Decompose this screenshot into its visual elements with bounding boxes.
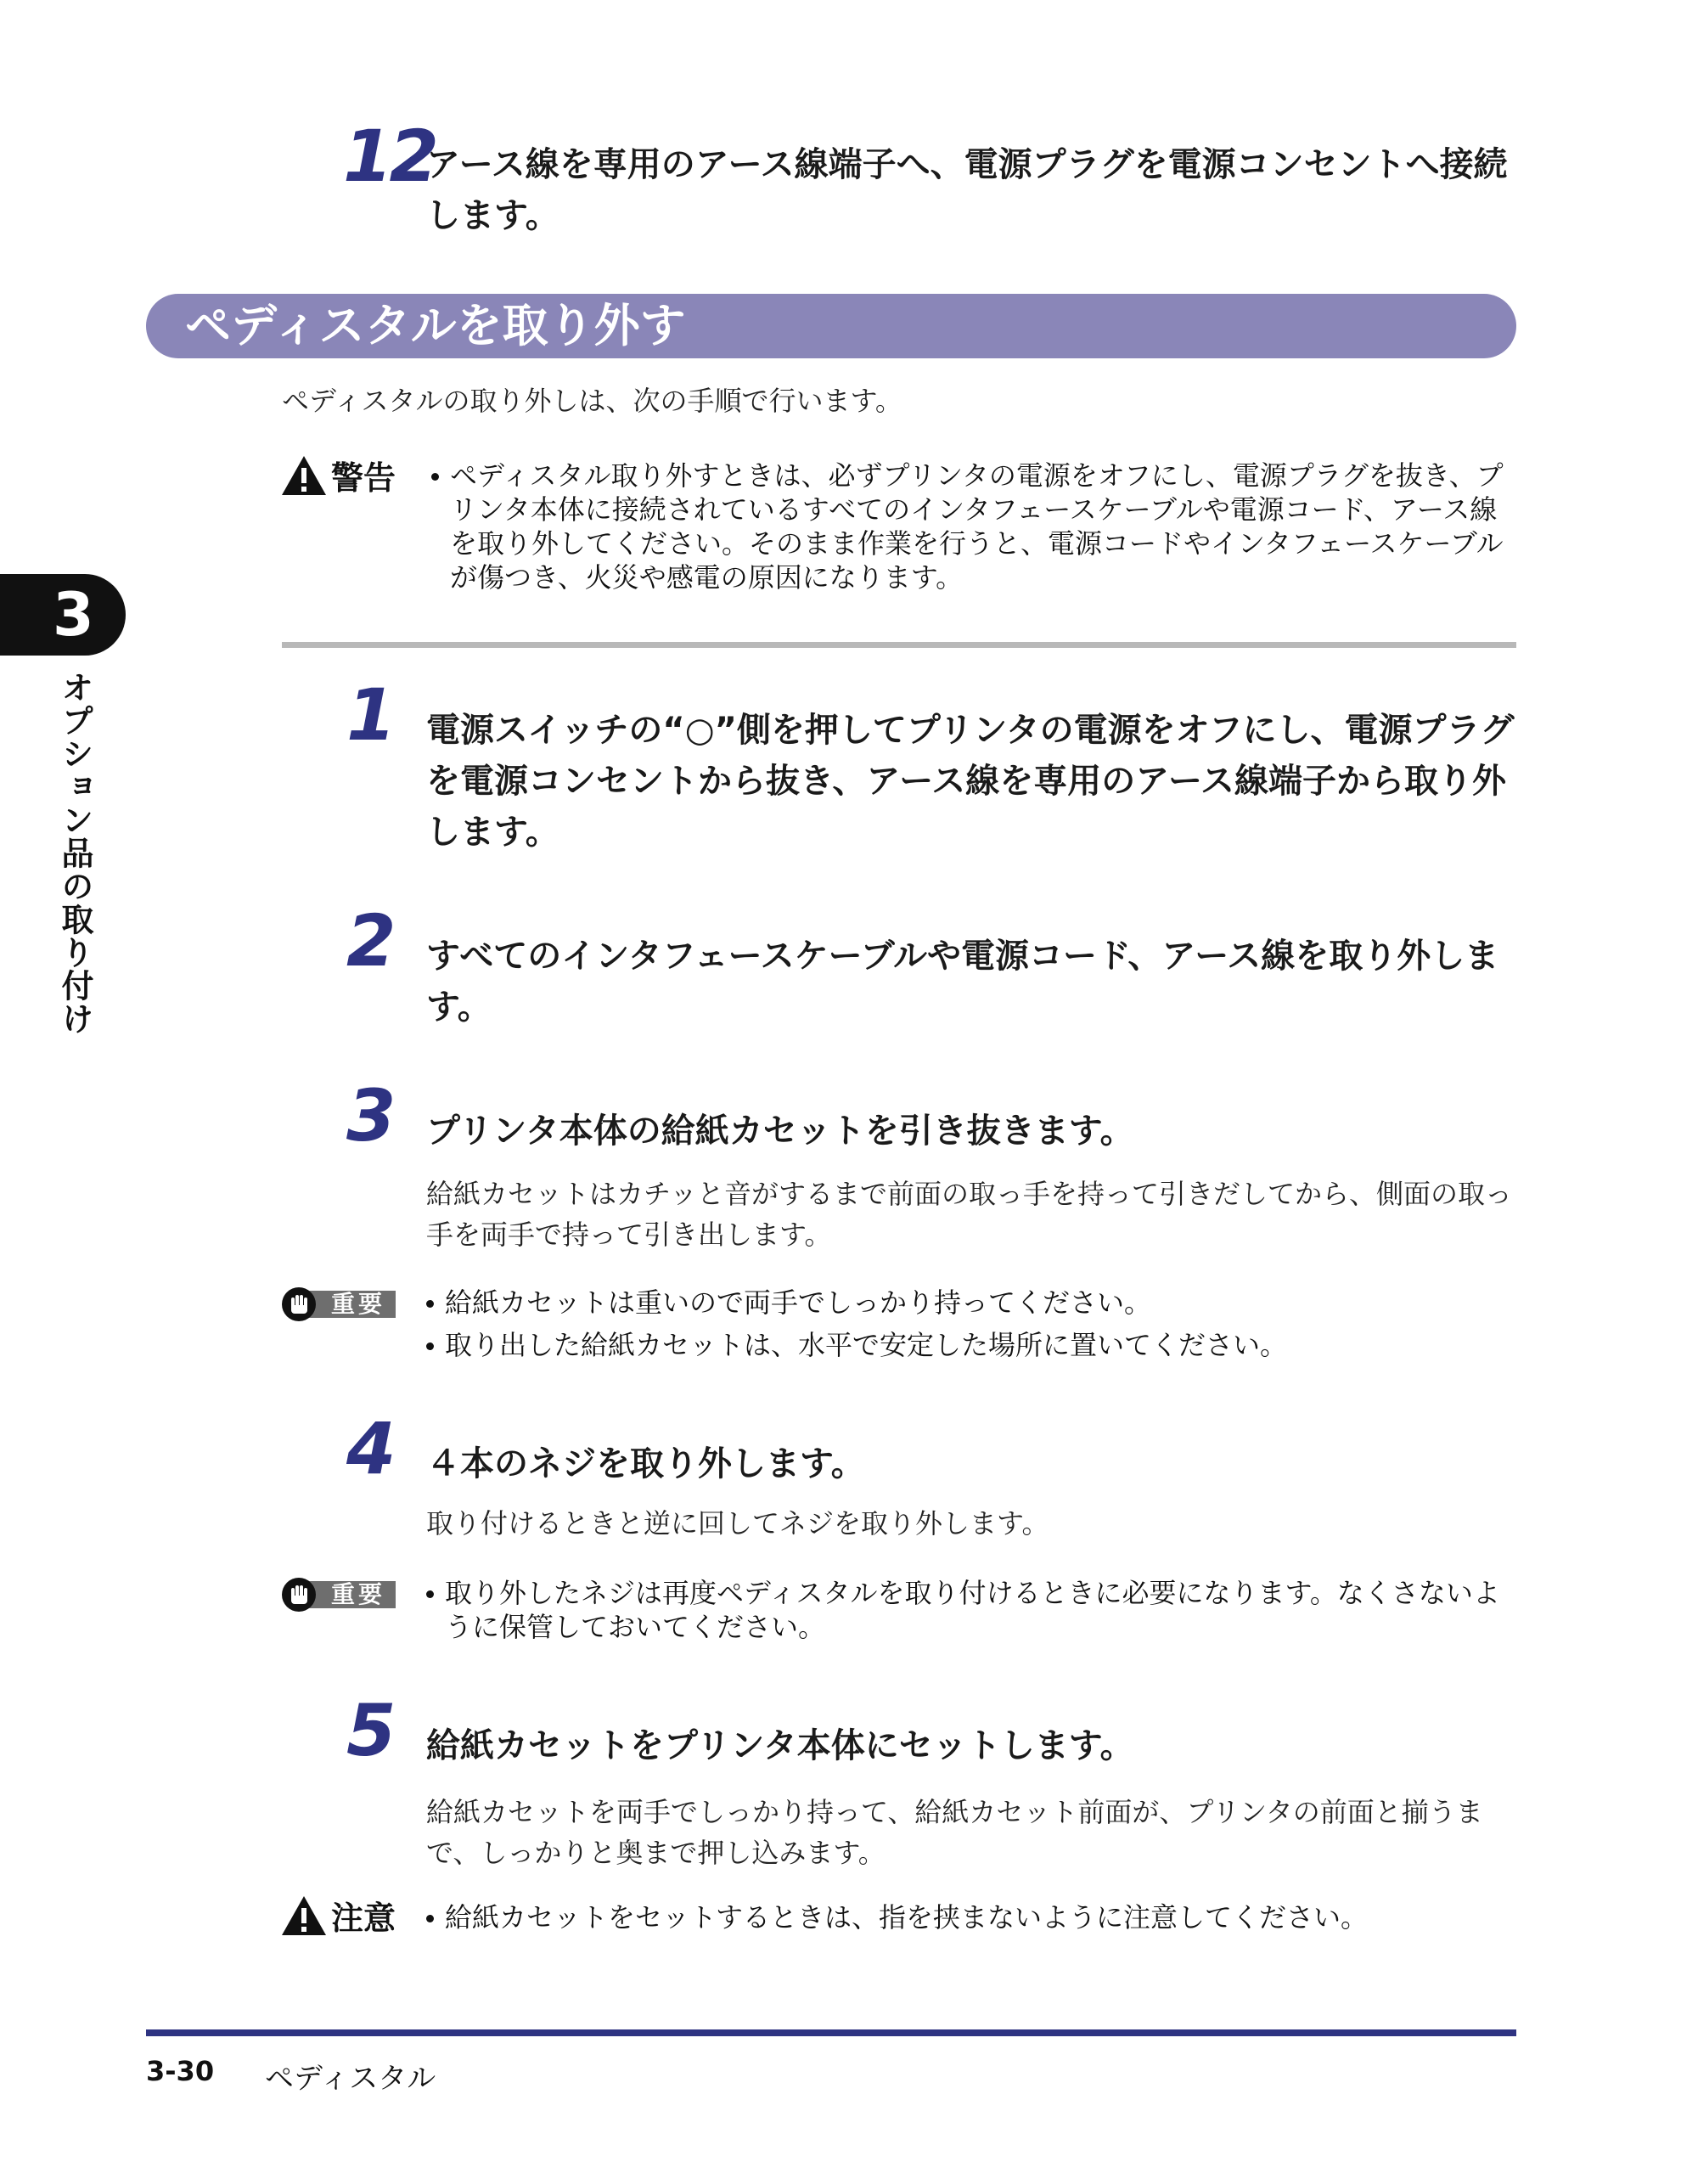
important-label: 重要: [297, 1581, 396, 1608]
step-title-4: ４本のネジを取り外します。: [426, 1444, 865, 1483]
step-title-3: プリンタ本体の給紙カセットを引き抜きます。: [426, 1112, 1134, 1151]
caution-list: [423, 1900, 1518, 1934]
step-body-5: 給紙カセットを両手でしっかり持って、給紙カセット前面が、プリンタの前面と揃うまで、しっかりと奥まで押し込みます。: [426, 1796, 1483, 1869]
chapter-tab: [0, 574, 126, 656]
warning-label: [280, 452, 396, 498]
step-body-3: 給紙カセットはカチッと音がするまで前面の取っ手を持って引きだしてから、側面の取っ手を両手で持って引き出します。: [426, 1178, 1513, 1251]
step-title-1: 電源スイッチの“○”側を押してプリンタの電源をオフにし、電源プラグを電源コンセントから抜き、アース線を専用のアース線端子から取り外します。: [426, 711, 1515, 852]
hand-icon: [288, 1292, 310, 1316]
important-item: 取り外したネジは再度ペディスタルを取り付けるときに必要になります。なくさないように保管しておいてください。: [423, 1576, 1518, 1644]
warning-label-text: 警告: [331, 459, 396, 497]
bullet-icon: [426, 1300, 434, 1308]
important-item: 取り出した給紙カセットは、水平で安定した場所に置いてください。: [423, 1328, 1518, 1362]
caution-label-text: 注意: [331, 1900, 396, 1937]
important-list-4: [423, 1576, 1518, 1644]
step-number-2: 2: [346, 899, 393, 982]
footer-title: ペディスタル: [265, 2062, 436, 2096]
footer-rule: [146, 2029, 1516, 2036]
important-label: 重要: [297, 1291, 396, 1318]
bullet-icon: [426, 1342, 434, 1350]
divider-rule: [282, 642, 1516, 648]
section-banner: [146, 294, 1516, 358]
important-badge: [282, 1578, 396, 1612]
warning-list: [428, 459, 1518, 594]
caution-label: [280, 1892, 396, 1939]
important-badge: [282, 1287, 396, 1321]
bullet-icon: [431, 473, 439, 481]
step-number-3: 3: [346, 1074, 393, 1157]
step-body-4: 取り付けるときと逆に回してネジを取り外します。: [426, 1507, 1049, 1539]
step-number-4: 4: [346, 1407, 393, 1490]
hand-icon: [288, 1583, 310, 1607]
warning-triangle-icon: [280, 454, 328, 497]
important-item: 給紙カセットは重いので両手でしっかり持ってください。: [423, 1286, 1518, 1320]
step-number-5: 5: [346, 1689, 393, 1772]
caution-item: 給紙カセットをセットするときは、指を挟まないように注意してください。: [423, 1900, 1518, 1934]
warning-item: ペディスタル取り外すときは、必ずプリンタの電源をオフにし、電源プラグを抜き、プリンタ本体に接続されているすべてのインタフェースケーブルや電源コード、アース線を取り外してください。そのまま作業を行うと、電源コードやインタフェースケーブルが傷つき、火災や感電の原因になります。: [428, 459, 1518, 594]
section-title: ペディスタルを取り外す: [185, 299, 686, 352]
step-title-12: アース線を専用のアース線端子へ、電源プラグを電源コンセントへ接続します。: [426, 145, 1508, 235]
caution-triangle-icon: [280, 1894, 328, 1937]
chapter-title: オプション品の取り付け: [56, 671, 93, 1035]
chapter-number: 3: [53, 580, 94, 650]
step-number-1: 1: [346, 673, 393, 757]
bullet-icon: [426, 1590, 434, 1598]
page-number: 3-30: [146, 2055, 215, 2087]
step-title-5: 給紙カセットをプリンタ本体にセットします。: [426, 1726, 1134, 1765]
bullet-icon: [426, 1915, 434, 1922]
section-intro: ペディスタルの取り外しは、次の手順で行います。: [282, 385, 902, 417]
step-title-2: すべてのインタフェースケーブルや電源コード、アース線を取り外します。: [426, 937, 1499, 1027]
step-number-12: 12: [343, 115, 436, 198]
important-list-3: [423, 1286, 1518, 1362]
